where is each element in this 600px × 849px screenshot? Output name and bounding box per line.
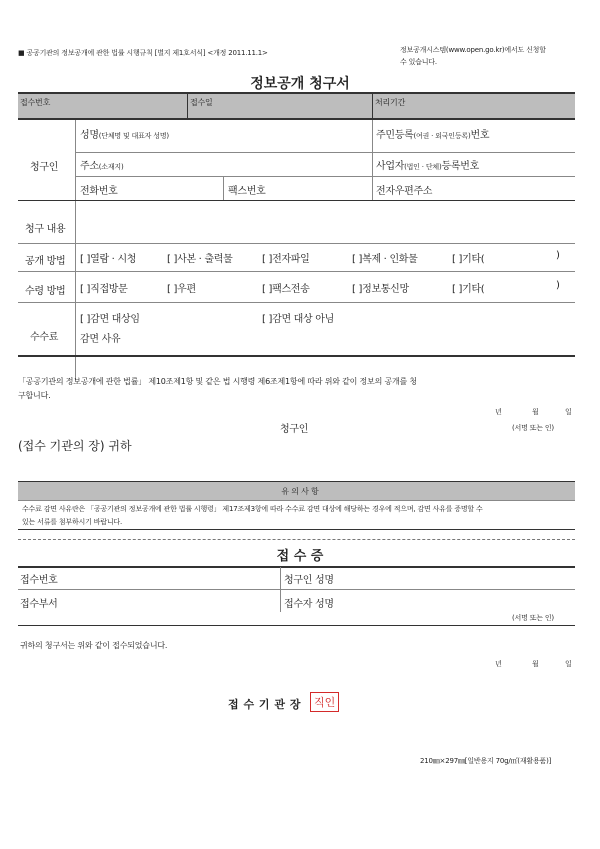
business-no-field[interactable] bbox=[376, 157, 479, 172]
statement-line1: 「공공기관의 정보공개에 관한 법률」 제10조제1항 및 같은 법 시행령 제6조제1항에 따라 위와 같이 정보의 공개를 청 bbox=[18, 377, 417, 386]
receipt-other-close: ) bbox=[556, 280, 560, 291]
regulation-note: ■ 공공기관의 정보공개에 관한 법률 시행규칙 [별지 제1호서식] <개정 2011.11.1> bbox=[18, 49, 268, 57]
fax-field[interactable]: 팩스번호 bbox=[228, 186, 266, 197]
receipt-confirm-text: 귀하의 청구서는 위와 같이 접수되었습니다. bbox=[20, 641, 168, 650]
online-note-line2: 수 있습니다. bbox=[400, 58, 437, 66]
receipt-no-field[interactable]: 접수번호 bbox=[20, 575, 58, 586]
fee-label: 수수료 bbox=[30, 332, 59, 343]
agency-head: 접 수 기 관 장 bbox=[228, 698, 301, 711]
disclosure-other-close: ) bbox=[556, 250, 560, 261]
disclosure-option-print[interactable]: [ ]복제 · 인화물 bbox=[352, 254, 418, 265]
receipt-option-mail[interactable]: [ ]우편 bbox=[167, 284, 196, 295]
business-no-sub: (법인 · 단체) bbox=[404, 163, 442, 171]
phone-field[interactable]: 전화번호 bbox=[80, 186, 118, 197]
resident-no-sub: (여권 · 외국인등록) bbox=[413, 132, 471, 140]
receipt-date-month: 월 bbox=[532, 660, 539, 668]
resident-no-label: 주민등록 bbox=[376, 130, 414, 141]
statement-line2: 구합니다. bbox=[18, 391, 51, 400]
receipt-option-fax[interactable]: [ ]팩스전송 bbox=[262, 284, 310, 295]
notice-title: 유 의 사 항 bbox=[281, 487, 319, 496]
requester-label: 청구인 bbox=[30, 162, 59, 173]
address-sub: (소재지) bbox=[98, 163, 124, 171]
fee-not-exempt-option[interactable]: [ ]감면 대상 아님 bbox=[262, 314, 334, 325]
notice-line2: 있는 서류를 첨부하시기 바랍니다. bbox=[22, 518, 122, 526]
receipt-option-network[interactable]: [ ]정보통신망 bbox=[352, 284, 409, 295]
notice-line1: 수수료 감면 사유란은 「공공기관의 정보공개에 관한 법률 시행령」 제17조제3항에 따라 수수료 감면 대상에 해당하는 경우에 적으며, 감면 사유를 증명할 수 bbox=[22, 505, 483, 513]
resident-no-suffix: 번호 bbox=[470, 130, 490, 141]
receipt-method-label: 수령 방법 bbox=[25, 286, 66, 297]
receiving-dept-field[interactable]: 접수부서 bbox=[20, 599, 58, 610]
fee-exempt-option[interactable]: [ ]감면 대상임 bbox=[80, 314, 140, 325]
address-label: 주소 bbox=[80, 161, 99, 172]
sign-note: (서명 또는 인) bbox=[512, 424, 554, 432]
name-field[interactable] bbox=[80, 126, 169, 141]
date-year: 년 bbox=[495, 408, 502, 416]
receiver-name-field[interactable]: 접수자 성명 bbox=[284, 599, 334, 610]
requester-name-field[interactable]: 청구인 성명 bbox=[284, 575, 334, 586]
addressee: (접수 기관의 장) 귀하 bbox=[18, 439, 132, 453]
date-day: 일 bbox=[565, 408, 572, 416]
business-no-suffix: 등록번호 bbox=[441, 161, 479, 172]
official-seal: 직인 bbox=[310, 692, 339, 712]
request-content-label: 청구 내용 bbox=[25, 224, 66, 235]
receipt-title: 접 수 증 bbox=[276, 549, 324, 564]
disclosure-option-file[interactable]: [ ]전자파일 bbox=[262, 254, 310, 265]
disclosure-option-copy[interactable]: [ ]사본 · 출력물 bbox=[167, 254, 233, 265]
signer-label: 청구인 bbox=[280, 424, 309, 435]
request-content-input[interactable] bbox=[76, 201, 575, 243]
resident-no-field[interactable] bbox=[376, 126, 489, 141]
fee-reason-field[interactable]: 감면 사유 bbox=[80, 334, 121, 345]
receipt-date-day: 일 bbox=[565, 660, 572, 668]
business-no-label: 사업자 bbox=[376, 161, 405, 172]
name-label: 성명 bbox=[80, 130, 99, 141]
receipt-no-row bbox=[18, 93, 575, 118]
address-field[interactable] bbox=[80, 157, 123, 172]
date-month: 월 bbox=[532, 408, 539, 416]
processing-period-label: 처리기간 bbox=[375, 98, 406, 107]
receipt-date-label: 접수일 bbox=[190, 98, 213, 107]
disclosure-option-view[interactable]: [ ]열람 · 시청 bbox=[80, 254, 137, 265]
paper-spec: 210㎜×297㎜[일반용지 70g/㎡(재활용품)] bbox=[420, 757, 552, 765]
disclosure-option-other[interactable]: [ ]기타( bbox=[452, 254, 485, 265]
form-title: 정보공개 청구서 bbox=[250, 76, 350, 92]
receipt-date-year: 년 bbox=[495, 660, 502, 668]
receipt-no-label: 접수번호 bbox=[20, 98, 51, 107]
disclosure-method-label: 공개 방법 bbox=[25, 256, 66, 267]
email-field[interactable]: 전자우편주소 bbox=[376, 186, 433, 197]
receipt-sign-note: (서명 또는 인) bbox=[512, 614, 554, 622]
cut-line bbox=[18, 539, 575, 540]
receipt-option-visit[interactable]: [ ]직접방문 bbox=[80, 284, 128, 295]
name-sub: (단체명 및 대표자 성명) bbox=[98, 132, 169, 140]
online-note-line1: 정보공개시스템(www.open.go.kr)에서도 신청할 bbox=[400, 46, 546, 54]
receipt-option-other[interactable]: [ ]기타( bbox=[452, 284, 485, 295]
